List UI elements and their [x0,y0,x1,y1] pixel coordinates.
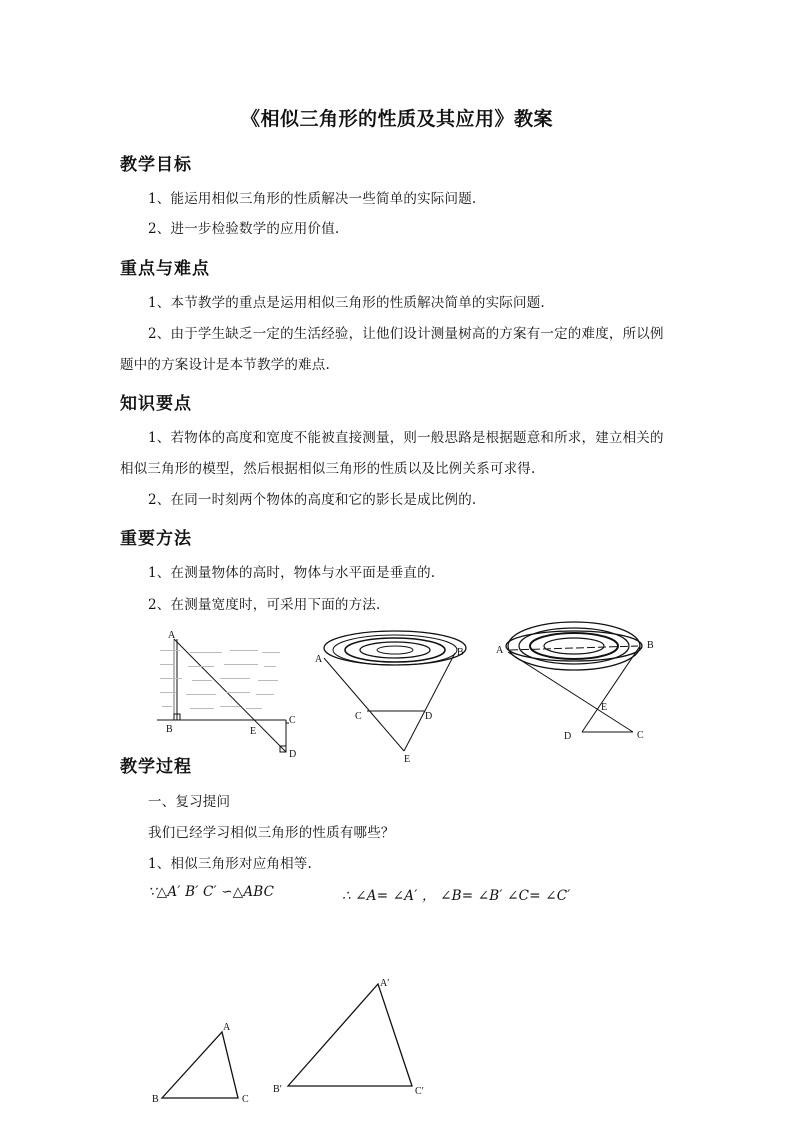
tri-large-label-b: B′ [273,1084,282,1095]
fig3-label-c: C [637,730,644,741]
formula-similar: ∵△A′ B′ C′ ∽△ABC [148,884,275,900]
tri-small-label-c: C [242,1094,249,1105]
goals-item-2: 2、进一步检验数学的应用价值. [148,221,340,237]
process-item-3: 1、相似三角形对应角相等. [148,856,312,872]
fig1-label-d: D [289,749,297,760]
methods-item-2: 2、在测量宽度时，可采用下面的方法. [148,597,381,613]
knowledge-item-2: 2、在同一时刻两个物体的高度和它的影长是成比例的. [148,492,477,508]
fig3-label-d: D [564,731,572,742]
tri-large-label-a: A′ [380,978,390,989]
heading-knowledge: 知识要点 [120,394,192,414]
process-item-2: 我们已经学习相似三角形的性质有哪些？ [148,825,395,841]
knowledge-item-1: 1、若物体的高度和宽度不能被直接测量，则一般思路是根据题意和所求，建立相关的 [148,430,664,446]
process-item-1: 一、复习提问 [148,794,231,810]
heading-key-points: 重点与难点 [120,259,210,279]
page-title: 《相似三角形的性质及其应用》教案 [240,108,553,130]
fig1-label-b: B [166,724,173,735]
fig1-label-e: E [250,726,257,737]
tri-small-label-a: A [223,1022,231,1033]
figure-width-measurement-2 [490,616,660,746]
fig2-label-d: D [425,711,433,722]
figure-width-measurement-1 [312,628,472,766]
fig1-label-c: C [289,715,296,726]
tri-large-label-c: C′ [415,1086,424,1097]
fig3-label-a: A [496,645,504,656]
heading-methods: 重要方法 [120,529,192,549]
heading-process: 教学过程 [120,757,192,777]
triangle-a-prime-b-prime-c-prime [268,972,438,1098]
fig2-label-e: E [404,754,411,765]
fig2-label-a: A [315,654,323,665]
goals-item-1: 1、能运用相似三角形的性质解决一些简单的实际问题. [148,191,477,207]
triangle-abc [148,1018,258,1108]
formula-angles: ∴ ∠A= ∠A′ ， ∠B= ∠B′ ∠C= ∠C′ [342,888,571,904]
tri-small-label-b: B [152,1094,159,1105]
fig2-label-c: C [355,711,362,722]
fig3-label-b: B [647,640,654,651]
fig2-label-b: B [457,647,464,658]
methods-item-1: 1、在测量物体的高时，物体与水平面是垂直的. [148,565,436,581]
fig1-label-a: A [168,630,176,641]
key-points-item-2-cont: 题中的方案设计是本节教学的难点. [120,357,330,373]
key-points-item-1: 1、本节教学的重点是运用相似三角形的性质解决简单的实际问题. [148,295,545,311]
knowledge-item-1-cont: 相似三角形的模型，然后根据相似三角形的性质以及比例关系可求得. [120,461,536,477]
heading-goals: 教学目标 [120,155,192,175]
figure-height-measurement [150,628,310,764]
fig3-label-e: E [601,702,608,713]
key-points-item-2: 2、由于学生缺乏一定的生活经验，让他们设计测量树高的方案有一定的难度，所以例 [148,326,664,342]
